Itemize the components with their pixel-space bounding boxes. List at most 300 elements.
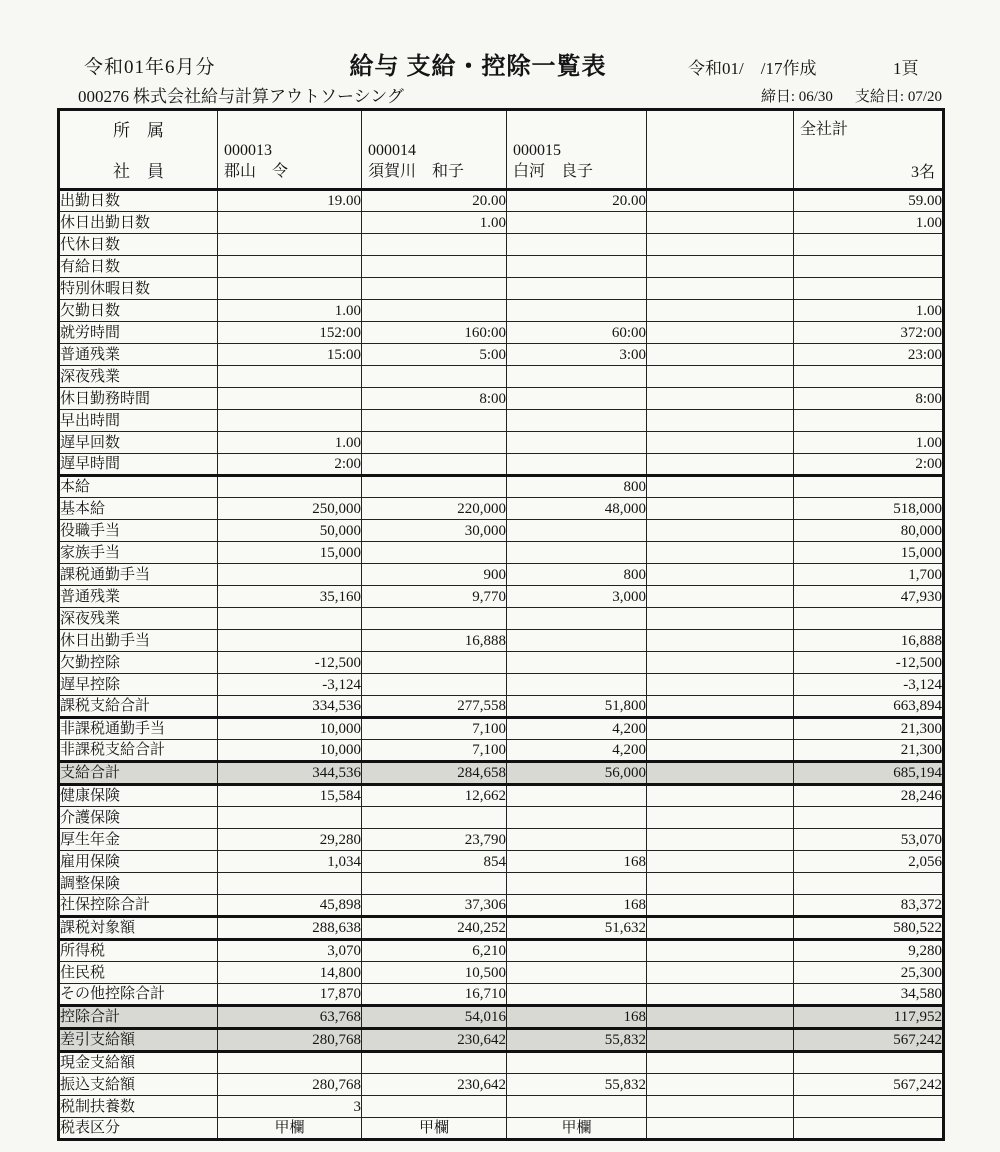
table-row — [59, 762, 944, 785]
table-row — [59, 984, 944, 1006]
row-label-cell: 支給合計 — [59, 762, 218, 785]
row-label-cell: 課税通勤手当 — [59, 564, 218, 586]
employee-code: 000014 — [368, 141, 416, 159]
value-cell — [507, 234, 647, 256]
row-label-cell: 家族手当 — [59, 542, 218, 564]
total-value-cell — [794, 366, 944, 388]
value-cell: 250,000 — [218, 498, 362, 520]
table-row — [59, 807, 944, 829]
value-cell — [647, 1029, 794, 1052]
value-cell: 230,642 — [362, 1074, 507, 1096]
employee-name: 須賀川 和子 — [368, 163, 465, 181]
table-row — [59, 432, 944, 454]
value-cell: 280,768 — [218, 1074, 362, 1096]
total-value-cell: 15,000 — [794, 542, 944, 564]
row-label-cell: 振込支給額 — [59, 1074, 218, 1096]
value-cell: 1.00 — [218, 300, 362, 322]
value-cell — [507, 410, 647, 432]
total-value-cell — [794, 1118, 944, 1140]
total-value-cell: 117,952 — [794, 1006, 944, 1029]
value-cell: 9,770 — [362, 586, 507, 608]
table-row — [59, 278, 944, 300]
row-label-cell: 健康保険 — [59, 785, 218, 807]
total-value-cell — [794, 278, 944, 300]
table-row — [59, 1006, 944, 1029]
table-row — [59, 873, 944, 895]
row-label-cell: 差引支給額 — [59, 1029, 218, 1052]
table-row — [59, 785, 944, 807]
employee-count: 3名 — [910, 164, 935, 181]
value-cell — [507, 785, 647, 807]
value-cell: 230,642 — [362, 1029, 507, 1052]
value-cell: 4,200 — [507, 740, 647, 762]
table-row — [59, 740, 944, 762]
value-cell: 284,658 — [362, 762, 507, 785]
value-cell — [647, 851, 794, 873]
value-cell — [218, 388, 362, 410]
value-cell — [507, 940, 647, 962]
table-row — [59, 630, 944, 652]
table-row — [59, 322, 944, 344]
table-row — [59, 256, 944, 278]
page-title: 給与 支給・控除一覧表 — [349, 54, 607, 80]
row-label-cell: 本給 — [59, 476, 218, 498]
value-cell: 12,662 — [362, 785, 507, 807]
row-label-cell: 課税対象額 — [59, 917, 218, 940]
table-row — [59, 542, 944, 564]
value-cell — [362, 432, 507, 454]
value-cell: 45,898 — [218, 895, 362, 917]
value-cell: 51,632 — [507, 917, 647, 940]
value-cell — [647, 1006, 794, 1029]
value-cell — [647, 696, 794, 718]
value-cell — [218, 630, 362, 652]
table-row — [59, 586, 944, 608]
value-cell — [507, 1096, 647, 1118]
value-cell: 甲欄 — [362, 1118, 507, 1140]
value-cell — [647, 895, 794, 917]
value-cell — [507, 652, 647, 674]
value-cell: 277,558 — [362, 696, 507, 718]
value-cell — [647, 718, 794, 740]
company-total-header-cell — [794, 110, 944, 190]
row-label-cell: 税表区分 — [59, 1118, 218, 1140]
total-value-cell: 567,242 — [794, 1074, 944, 1096]
value-cell — [218, 256, 362, 278]
value-cell: 15,584 — [218, 785, 362, 807]
table-row — [59, 674, 944, 696]
value-cell — [647, 586, 794, 608]
value-cell — [647, 256, 794, 278]
value-cell — [647, 1096, 794, 1118]
value-cell: 51,800 — [507, 696, 647, 718]
total-value-cell — [794, 410, 944, 432]
table-row — [59, 190, 944, 212]
employee-name: 白河 良子 — [513, 163, 594, 181]
value-cell: 2:00 — [218, 454, 362, 476]
value-cell — [507, 300, 647, 322]
total-value-cell — [794, 256, 944, 278]
value-cell — [647, 190, 794, 212]
row-label-cell: 深夜残業 — [59, 366, 218, 388]
value-cell — [647, 454, 794, 476]
row-label-cell: 遅早控除 — [59, 674, 218, 696]
value-cell: 3 — [218, 1096, 362, 1118]
value-cell: 3,000 — [507, 586, 647, 608]
table-row — [59, 696, 944, 718]
table-row — [59, 962, 944, 984]
value-cell — [362, 608, 507, 630]
value-cell — [507, 212, 647, 234]
value-cell: 8:00 — [362, 388, 507, 410]
table-row — [59, 344, 944, 366]
value-cell — [362, 234, 507, 256]
total-value-cell: 580,522 — [794, 917, 944, 940]
value-cell: 55,832 — [507, 1029, 647, 1052]
value-cell — [647, 366, 794, 388]
total-value-cell: 25,300 — [794, 962, 944, 984]
total-value-cell: 47,930 — [794, 586, 944, 608]
row-label-cell: 休日出勤手当 — [59, 630, 218, 652]
value-cell: 15:00 — [218, 344, 362, 366]
table-row — [59, 652, 944, 674]
value-cell: 168 — [507, 1006, 647, 1029]
total-value-cell: 567,242 — [794, 1029, 944, 1052]
table-header-row — [59, 110, 944, 190]
row-label-cell: 欠勤控除 — [59, 652, 218, 674]
total-value-cell: 2,056 — [794, 851, 944, 873]
total-value-cell: 1,700 — [794, 564, 944, 586]
row-label-cell: 普通残業 — [59, 586, 218, 608]
value-cell: 甲欄 — [218, 1118, 362, 1140]
value-cell — [362, 256, 507, 278]
value-cell — [362, 366, 507, 388]
table-row — [59, 1074, 944, 1096]
total-value-cell — [794, 1096, 944, 1118]
table-row — [59, 476, 944, 498]
department-header: 所 属 — [113, 121, 164, 140]
row-label-cell: 課税支給合計 — [59, 696, 218, 718]
employee-code: 000015 — [513, 141, 561, 159]
table-row — [59, 940, 944, 962]
total-value-cell — [794, 873, 944, 895]
total-value-cell — [794, 234, 944, 256]
value-cell: 7,100 — [362, 740, 507, 762]
value-cell: 17,870 — [218, 984, 362, 1006]
table-row — [59, 520, 944, 542]
value-cell: 5:00 — [362, 344, 507, 366]
value-cell — [218, 278, 362, 300]
row-label-cell: 基本給 — [59, 498, 218, 520]
value-cell: 54,016 — [362, 1006, 507, 1029]
value-cell — [362, 1052, 507, 1074]
row-label-cell: 現金支給額 — [59, 1052, 218, 1074]
value-cell: 16,888 — [362, 630, 507, 652]
value-cell — [362, 410, 507, 432]
value-cell: 50,000 — [218, 520, 362, 542]
row-label-cell: 代休日数 — [59, 234, 218, 256]
value-cell — [507, 962, 647, 984]
table-row — [59, 1118, 944, 1140]
value-cell: 37,306 — [362, 895, 507, 917]
table-row — [59, 829, 944, 851]
value-cell — [507, 520, 647, 542]
employee-header-cell — [507, 110, 647, 190]
value-cell: 15,000 — [218, 542, 362, 564]
value-cell — [647, 564, 794, 586]
row-label-cell: 所得税 — [59, 940, 218, 962]
total-value-cell — [794, 476, 944, 498]
value-cell — [647, 300, 794, 322]
value-cell: 56,000 — [507, 762, 647, 785]
value-cell — [218, 234, 362, 256]
value-cell — [507, 984, 647, 1006]
value-cell — [218, 1052, 362, 1074]
value-cell: 1,034 — [218, 851, 362, 873]
value-cell — [647, 520, 794, 542]
value-cell — [362, 674, 507, 696]
total-value-cell — [794, 807, 944, 829]
value-cell — [362, 278, 507, 300]
value-cell: 14,800 — [218, 962, 362, 984]
value-cell: 19.00 — [218, 190, 362, 212]
value-cell — [362, 652, 507, 674]
row-label-cell: 有給日数 — [59, 256, 218, 278]
value-cell — [647, 234, 794, 256]
employee-header: 社 員 — [113, 162, 164, 181]
value-cell — [647, 630, 794, 652]
page-number: 1頁 — [893, 59, 919, 78]
value-cell: 10,000 — [218, 718, 362, 740]
value-cell — [647, 498, 794, 520]
total-value-cell: 80,000 — [794, 520, 944, 542]
total-value-cell — [794, 608, 944, 630]
value-cell — [507, 256, 647, 278]
row-label-cell: 税制扶養数 — [59, 1096, 218, 1118]
total-value-cell: 372:00 — [794, 322, 944, 344]
value-cell — [218, 608, 362, 630]
total-value-cell — [794, 1052, 944, 1074]
pay-period-label: 令和01年6月分 — [84, 57, 216, 78]
total-value-cell: 1.00 — [794, 432, 944, 454]
value-cell — [362, 476, 507, 498]
row-label-cell: 休日出勤日数 — [59, 212, 218, 234]
value-cell — [507, 1052, 647, 1074]
value-cell: 344,536 — [218, 762, 362, 785]
value-cell: 800 — [507, 476, 647, 498]
closing-date-label: 締日: 06/30 — [760, 89, 833, 105]
corner-header-cell — [59, 110, 218, 190]
value-cell — [507, 366, 647, 388]
value-cell — [647, 807, 794, 829]
value-cell: 63,768 — [218, 1006, 362, 1029]
value-cell: 334,536 — [218, 696, 362, 718]
value-cell — [507, 432, 647, 454]
value-cell — [647, 873, 794, 895]
value-cell — [647, 542, 794, 564]
value-cell — [647, 432, 794, 454]
row-label-cell: 早出時間 — [59, 410, 218, 432]
value-cell: -12,500 — [218, 652, 362, 674]
employee-code: 000013 — [224, 141, 272, 159]
pay-date-label: 支給日: 07/20 — [854, 89, 942, 105]
value-cell — [218, 212, 362, 234]
row-label-cell: 控除合計 — [59, 1006, 218, 1029]
value-cell — [647, 940, 794, 962]
table-row — [59, 300, 944, 322]
value-cell — [507, 873, 647, 895]
row-label-cell: 調整保険 — [59, 873, 218, 895]
total-value-cell: 21,300 — [794, 740, 944, 762]
value-cell: 1.00 — [218, 432, 362, 454]
value-cell — [647, 278, 794, 300]
value-cell — [647, 388, 794, 410]
value-cell — [362, 873, 507, 895]
table-row — [59, 388, 944, 410]
blank-column-header-cell — [647, 110, 794, 190]
date-info — [761, 85, 942, 106]
value-cell: 3,070 — [218, 940, 362, 962]
company-total-label: 全社計 — [800, 121, 849, 138]
value-cell — [507, 630, 647, 652]
value-cell: 152:00 — [218, 322, 362, 344]
table-row — [59, 718, 944, 740]
total-value-cell: 1.00 — [794, 300, 944, 322]
row-label-cell: 欠勤日数 — [59, 300, 218, 322]
value-cell — [507, 807, 647, 829]
value-cell — [507, 278, 647, 300]
value-cell — [507, 674, 647, 696]
table-row — [59, 212, 944, 234]
value-cell — [362, 454, 507, 476]
value-cell — [362, 807, 507, 829]
value-cell — [218, 410, 362, 432]
table-row — [59, 608, 944, 630]
value-cell: 288,638 — [218, 917, 362, 940]
value-cell: 55,832 — [507, 1074, 647, 1096]
value-cell — [507, 608, 647, 630]
value-cell: 854 — [362, 851, 507, 873]
value-cell — [647, 1074, 794, 1096]
row-label-cell: 非課税支給合計 — [59, 740, 218, 762]
value-cell — [507, 829, 647, 851]
value-cell — [647, 476, 794, 498]
value-cell — [647, 984, 794, 1006]
total-value-cell: 28,246 — [794, 785, 944, 807]
value-cell: 29,280 — [218, 829, 362, 851]
value-cell: 35,160 — [218, 586, 362, 608]
row-label-cell: 役職手当 — [59, 520, 218, 542]
value-cell: 60:00 — [507, 322, 647, 344]
value-cell: 16,710 — [362, 984, 507, 1006]
total-value-cell: 663,894 — [794, 696, 944, 718]
value-cell: 168 — [507, 895, 647, 917]
row-label-cell: 深夜残業 — [59, 608, 218, 630]
row-label-cell: 休日勤務時間 — [59, 388, 218, 410]
table-row — [59, 234, 944, 256]
created-date-label: 令和01/ /17作成 — [688, 59, 817, 78]
value-cell — [647, 652, 794, 674]
value-cell — [647, 740, 794, 762]
row-label-cell: 遅早回数 — [59, 432, 218, 454]
value-cell: 240,252 — [362, 917, 507, 940]
value-cell — [647, 917, 794, 940]
value-cell — [647, 1052, 794, 1074]
total-value-cell: 23:00 — [794, 344, 944, 366]
row-label-cell: 雇用保険 — [59, 851, 218, 873]
value-cell: 7,100 — [362, 718, 507, 740]
value-cell: 280,768 — [218, 1029, 362, 1052]
value-cell — [647, 410, 794, 432]
value-cell: 1.00 — [362, 212, 507, 234]
value-cell: -3,124 — [218, 674, 362, 696]
total-value-cell: 21,300 — [794, 718, 944, 740]
table-row — [59, 851, 944, 873]
employee-header-cell — [218, 110, 362, 190]
total-value-cell: 34,580 — [794, 984, 944, 1006]
total-value-cell: 685,194 — [794, 762, 944, 785]
value-cell — [218, 476, 362, 498]
total-value-cell: 8:00 — [794, 388, 944, 410]
value-cell: 23,790 — [362, 829, 507, 851]
value-cell — [362, 1096, 507, 1118]
total-value-cell: 16,888 — [794, 630, 944, 652]
table-row — [59, 1052, 944, 1074]
total-value-cell: -12,500 — [794, 652, 944, 674]
row-label-cell: 社保控除合計 — [59, 895, 218, 917]
row-label-cell: 介護保険 — [59, 807, 218, 829]
total-value-cell: 59.00 — [794, 190, 944, 212]
value-cell — [507, 454, 647, 476]
value-cell — [647, 829, 794, 851]
total-value-cell: 518,000 — [794, 498, 944, 520]
value-cell — [218, 807, 362, 829]
value-cell: 6,210 — [362, 940, 507, 962]
company-code: 000276 — [78, 87, 129, 106]
value-cell: 3:00 — [507, 344, 647, 366]
row-label-cell: 普通残業 — [59, 344, 218, 366]
value-cell — [647, 962, 794, 984]
value-cell — [218, 366, 362, 388]
value-cell: 20.00 — [507, 190, 647, 212]
table-row — [59, 1096, 944, 1118]
table-row — [59, 917, 944, 940]
table-row — [59, 564, 944, 586]
value-cell: 30,000 — [362, 520, 507, 542]
employee-header-cell — [362, 110, 507, 190]
value-cell: 900 — [362, 564, 507, 586]
value-cell — [507, 542, 647, 564]
company-line — [78, 82, 404, 107]
value-cell: 10,500 — [362, 962, 507, 984]
employee-name: 郡山 令 — [224, 163, 289, 181]
table-row — [59, 498, 944, 520]
row-label-cell: 遅早時間 — [59, 454, 218, 476]
company-name: 株式会社給与計算アウトソーシング — [133, 87, 404, 106]
row-label-cell: 出勤日数 — [59, 190, 218, 212]
value-cell: 160:00 — [362, 322, 507, 344]
total-value-cell: 2:00 — [794, 454, 944, 476]
value-cell — [218, 873, 362, 895]
value-cell: 220,000 — [362, 498, 507, 520]
value-cell — [647, 674, 794, 696]
total-value-cell: 9,280 — [794, 940, 944, 962]
row-label-cell: 就労時間 — [59, 322, 218, 344]
value-cell — [647, 1118, 794, 1140]
value-cell — [647, 762, 794, 785]
value-cell: 4,200 — [507, 718, 647, 740]
value-cell — [218, 564, 362, 586]
